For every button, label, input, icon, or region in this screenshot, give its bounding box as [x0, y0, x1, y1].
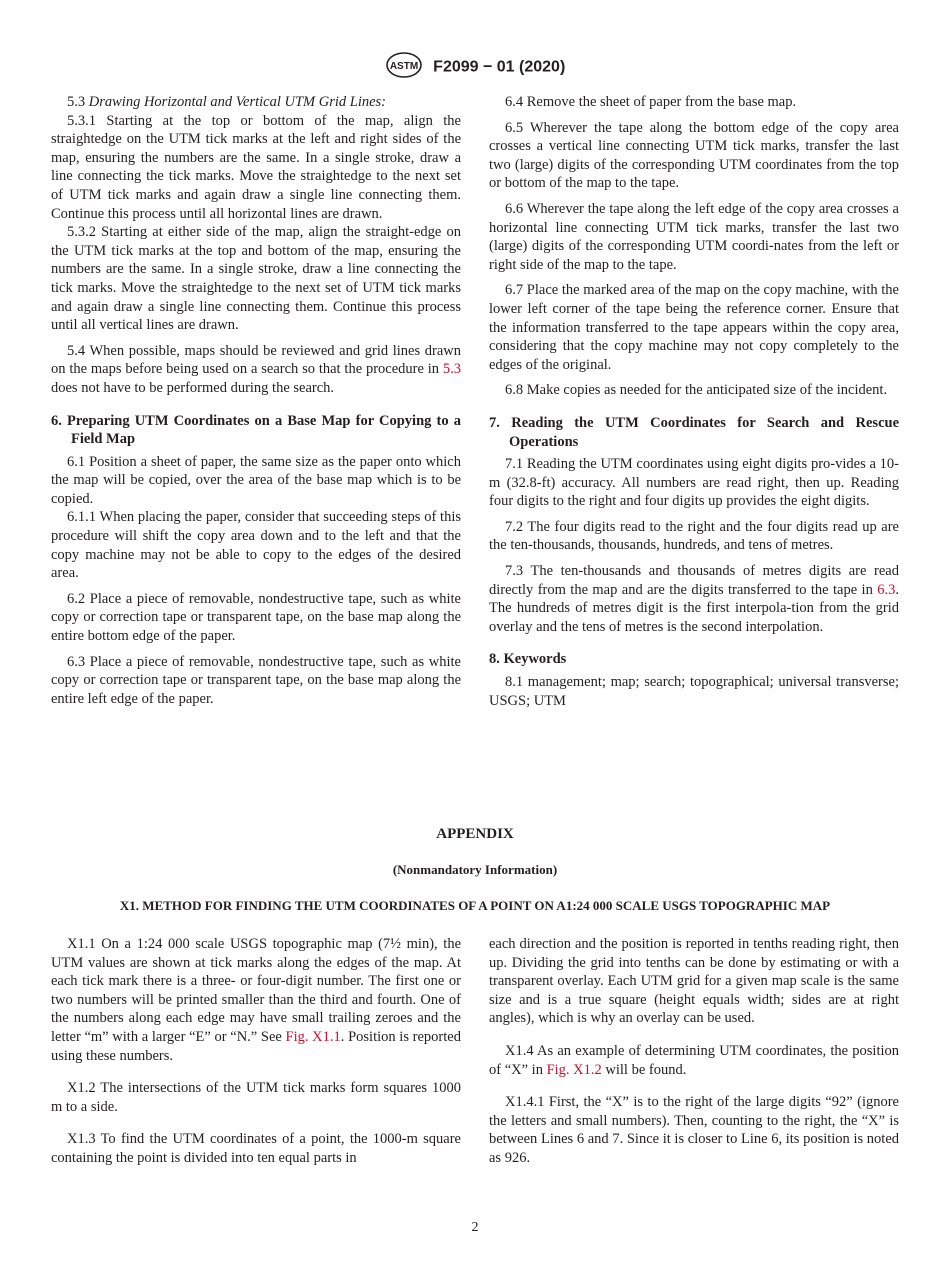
section-5-3-1: 5.3.1 Starting at the top or bottom of the map, align the straightedge on the UTM tick marks at the left and right sides of the map, ensuring the numbers are the same. In a single stroke, draw a line connecting the tick marks. Move the straightedge to the next set of UTM tick marks and again draw a single line connecting them. Continue this process until all horizontal lines are drawn. [51, 112, 461, 222]
section-x1-3-continued: each direction and the position is reported in tenths reading right, then up. Dividing the grid into tenths can be done by estimating or with a transparent overlay. Each UTM grid for a given map scale is the same size and is a true square (height equals width; sides are at right angles), which is why an overlay can be used. [489, 936, 899, 1027]
appendix-left-column [51, 935, 461, 1182]
right-column [489, 93, 899, 717]
appendix-heading-x1: X1. METHOD FOR FINDING THE UTM COORDINATES OF A POINT ON A1:24 000 SCALE USGS TOPOGRAPHIC MAP [119, 898, 831, 913]
section-x1-4-1: X1.4.1 First, the “X” is to the right of the large digits “92” (ignore the letters and small numbers). Then, counting to the right, the “X” is between Lines 6 and 7. Since it is closer to Line 6, its position is noted as 926. [489, 1094, 899, 1166]
link-5-3[interactable]: 5.3 [442, 361, 461, 378]
section-6-1-1: 6.1.1 When placing the paper, consider that succeeding steps of this procedure will shift the copy area down and to the left and that the copy machine may not be able to copy to the edges of the desired area. [51, 509, 461, 582]
page-header [0, 52, 950, 83]
page-number: 2 [471, 1220, 479, 1235]
heading-section-6: 6. Preparing UTM Coordinates on a Base Map for Copying to a Field Map [51, 412, 461, 448]
left-column [51, 93, 461, 715]
section-x1-4: X1.4 As an example of determining UTM coordinates, the position of “X” in Fig. X1.2 will be found. [489, 1042, 899, 1078]
link-fig-x1-1[interactable]: Fig. X1.1 [285, 1028, 341, 1045]
section-6-6: 6.6 Wherever the tape along the left edge of the copy area crosses a horizontal line connecting UTM tick marks, transfer the last two (large) digits of the corresponding UTM coordi-nates from the left or right side of the map to the tape. [489, 200, 899, 273]
section-5-3: 5.3 Drawing Horizontal and Vertical UTM Grid Lines: [67, 94, 387, 110]
section-x1-3: X1.3 To find the UTM coordinates of a point, the 1000-m square containing the point is divided into ten equal parts in [51, 1131, 461, 1166]
section-5-4: 5.4 When possible, maps should be reviewed and grid lines drawn on the maps before being used on a search so that the procedure in 5.3 does not have to be performed during the search. [51, 342, 461, 396]
section-8-1: 8.1 management; map; search; topographical; universal transverse; USGS; UTM [489, 674, 899, 709]
section-6-5: 6.5 Wherever the tape along the bottom edge of the copy area crosses a vertical line connecting UTM tick marks, transfer the last two (large) digits of the corresponding UTM coordinates from the top or bottom of the map to the tape. [489, 119, 899, 192]
heading-section-7: 7. Reading the UTM Coordinates for Search and Rescue Operations [489, 414, 899, 450]
astm-logo-icon [385, 52, 423, 83]
section-6-2: 6.2 Place a piece of removable, nondestructive tape, such as white copy or correction tape or transparent tape, on the base map along the entire bottom edge of the paper. [51, 590, 461, 645]
section-6-8: 6.8 Make copies as needed for the anticipated size of the incident. [505, 382, 888, 399]
section-x1-2: X1.2 The intersections of the UTM tick marks form squares 1000 m to a side. [51, 1080, 461, 1115]
heading-section-8: 8. Keywords [489, 651, 567, 668]
standard-designation: F2099 − 01 (2020) [433, 58, 566, 76]
section-5-3-2: 5.3.2 Starting at either side of the map, align the straight-edge on the UTM tick marks at the top and bottom of the map, ensuring the numbers are the same. In a single stroke, draw a line connecting the tick marks. Move the straightedge to the next set of UTM tick marks and again draw a single line connecting them. Continue this process until all vertical lines are drawn. [51, 224, 461, 334]
link-fig-x1-2[interactable]: Fig. X1.2 [546, 1061, 602, 1078]
section-7-1: 7.1 Reading the UTM coordinates using eight digits pro-vides a 10-m (32.8-ft) accuracy. All numbers are read right, then up. Reading four digits to the right and four digits up provides the eight digits. [489, 456, 899, 510]
link-6-3[interactable]: 6.3 [877, 581, 896, 598]
svg-text:ASTM: ASTM [389, 61, 418, 72]
section-6-7: 6.7 Place the marked area of the map on the copy machine, with the lower left corner of the tape being the reference corner. Ensure that the information transferred to the tape appears within the copy area, considering that the copy machine may not copy completely to the edges of the original. [489, 282, 899, 373]
appendix-right-column [489, 935, 899, 1182]
section-7-2: 7.2 The four digits read to the right and the four digits read up are the ten-thousands, thousands, hundreds, and tens of metres. [489, 518, 899, 554]
appendix-subtitle: (Nonmandatory Information) [392, 862, 558, 877]
section-6-4: 6.4 Remove the sheet of paper from the base map. [505, 94, 797, 110]
section-6-3: 6.3 Place a piece of removable, nondestructive tape, such as white copy or correction tape or transparent tape, on the base map along the entire left edge of the paper. [51, 653, 461, 707]
section-x1-1: X1.1 On a 1:24 000 scale USGS topographic map (7½ min), the UTM values are shown at tick marks along the edges of the map. At each tick mark there is a three- or four-digit number. The first one or two numbers will be printed smaller than the third and fourth. One of the numbers along each edge may have small trailing zeroes and the letter “m” with a larger “E” or “N.” See Fig. X1.1. Position is reported using these numbers. [51, 936, 461, 1064]
appendix-title: APPENDIX [436, 826, 514, 842]
section-6-1: 6.1 Position a sheet of paper, the same size as the paper onto which the map will be copied, over the area of the base map which is to be copied. [51, 453, 461, 507]
section-7-3: 7.3 The ten-thousands and thousands of metres digits are read directly from the map and are the digits transferred to the tape in 6.3. The hundreds of metres digit is the first interpola-tion from the grid overlay and the tens of metres is the second interpolation. [489, 563, 899, 635]
